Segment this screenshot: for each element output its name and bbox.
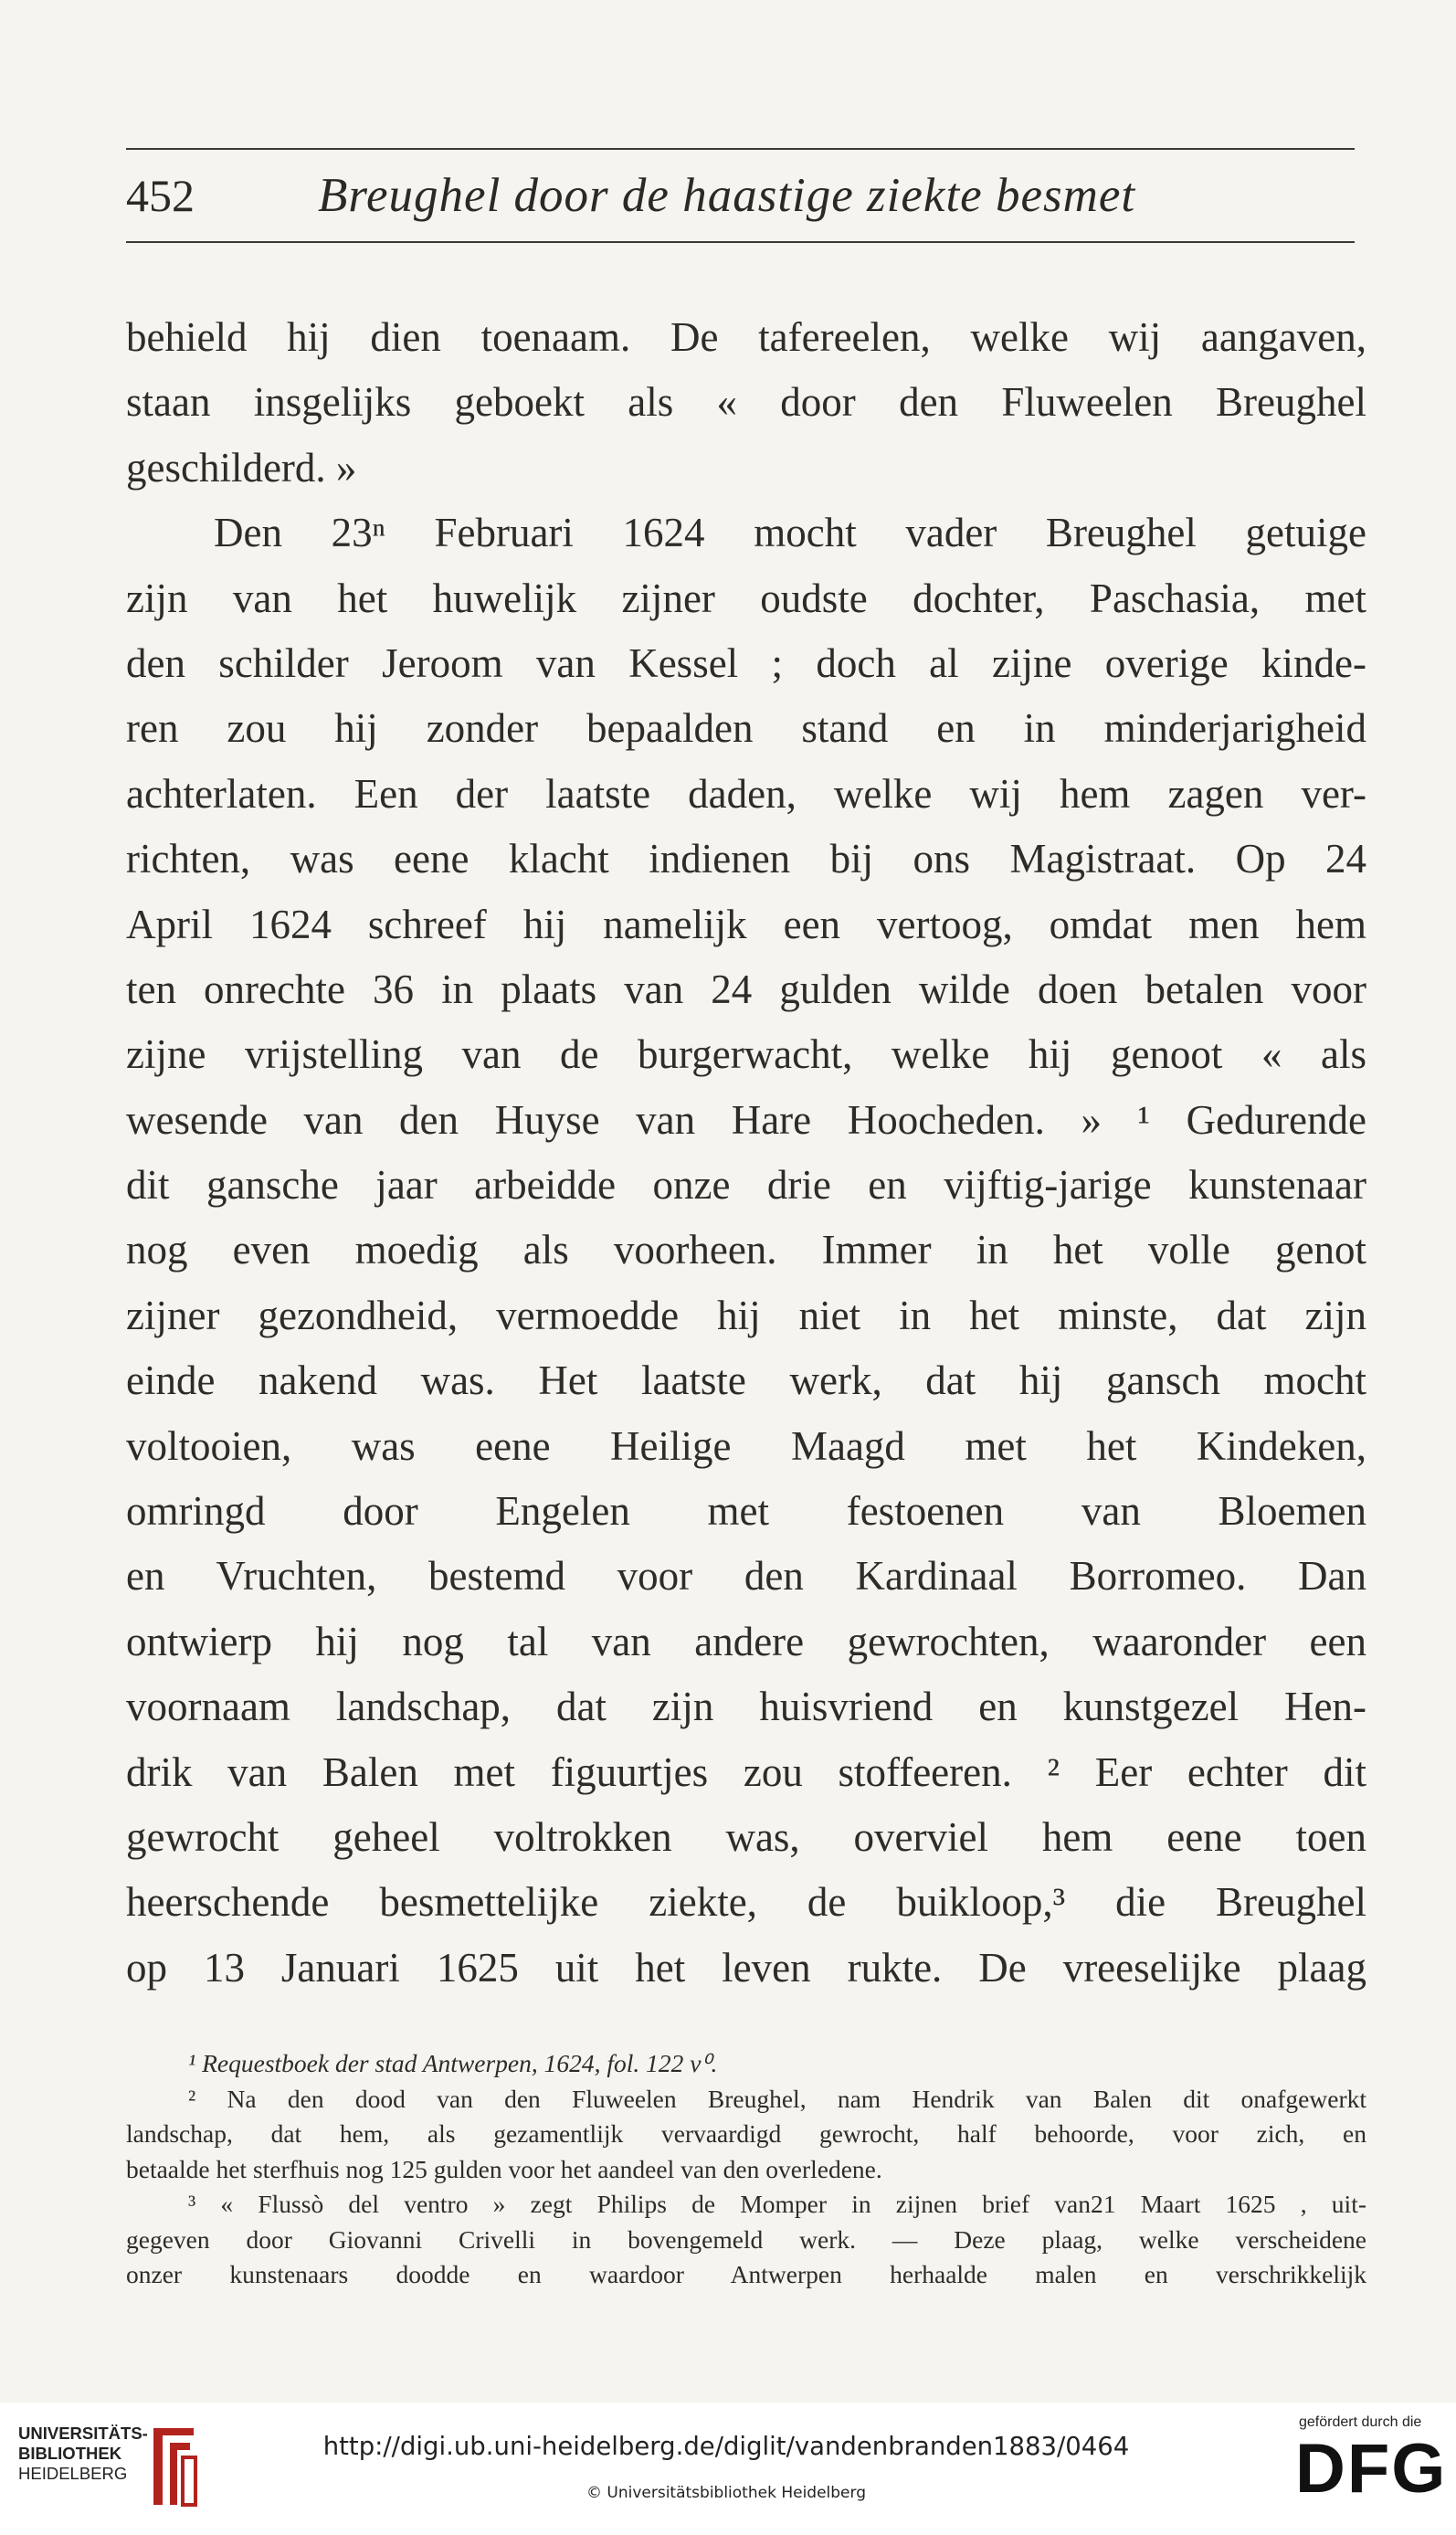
library-line: UNIVERSITÄTS- xyxy=(18,2424,148,2443)
running-title: Breughel door de haastige ziekte besmet xyxy=(318,169,1136,222)
page-number: 452 xyxy=(126,170,195,221)
footer-bar xyxy=(0,2403,1456,2535)
body-line: heerschende besmettelijke ziekte, de buikloop,³ die Breughel xyxy=(126,1879,1366,1926)
body-line: voltooien, was eene Heilige Maagd met het Kindeken, xyxy=(126,1422,1366,1469)
body-line: dit gansche jaar arbeidde onze drie en vijftig-jarige kunstenaar xyxy=(126,1162,1366,1209)
body-line: zijne vrijstelling van de burgerwacht, welke hij genoot « als xyxy=(126,1031,1366,1078)
body-line: ren zou hij zonder bepaalden stand en in minderjarigheid xyxy=(126,705,1366,752)
body-line: voornaam landschap, dat zijn huisvriend en kunstgezel Hen- xyxy=(126,1684,1366,1730)
footnote-line: ² Na den dood van den Fluweelen Breughel, nam Hendrik van Balen dit onafgewerkt xyxy=(188,2084,1366,2113)
body-line: zijner gezondheid, vermoedde hij niet in het minste, dat zijn xyxy=(126,1292,1366,1338)
header-rule-bottom xyxy=(126,241,1355,243)
permalink-url[interactable]: http://digi.ub.uni-heidelberg.de/diglit/vandenbranden1883/0464 xyxy=(322,2432,1130,2461)
footnote-line: betaalde het sterfhuis nog 125 gulden voor het aandeel van den overledene. xyxy=(126,2154,882,2183)
footnotes xyxy=(126,2046,1366,2293)
footnote-line: ¹ Requestboek der stad Antwerpen, 1624, fol. 122 v⁰. xyxy=(188,2049,718,2077)
body-line: ten onrechte 36 in plaats van 24 gulden wilde doen betalen voor xyxy=(126,966,1366,1012)
body-text xyxy=(126,305,1366,2001)
body-line: den schilder Jeroom van Kessel ; doch al zijne overige kinde- xyxy=(126,639,1366,686)
library-line: HEIDELBERG xyxy=(18,2464,128,2483)
body-line: einde nakend was. Het laatste werk, dat hij gansch mocht xyxy=(126,1357,1366,1404)
library-line: BIBLIOTHEK xyxy=(18,2444,122,2463)
running-header xyxy=(126,163,1355,228)
body-line: April 1624 schreef hij namelijk een vertoog, omdat men hem xyxy=(126,901,1366,947)
body-line: ontwierp hij nog tal van andere gewrochten, waaronder een xyxy=(126,1618,1366,1664)
body-line: achterlaten. Een der laatste daden, welke wij hem zagen ver- xyxy=(126,770,1366,817)
footnote-line: landschap, dat hem, als gezamentlijk vervaardigd gewrocht, half behoorde, voor zich, en xyxy=(126,2119,1366,2148)
library-emblem-icon xyxy=(144,2421,203,2512)
body-line: wesende van den Huyse van Hare Hoocheden. » ¹ Gedurende xyxy=(126,1096,1366,1143)
header-rule-top xyxy=(126,148,1355,150)
body-line: geschilderd. » xyxy=(126,444,357,491)
body-line: staan insgelijks geboekt als « door den Fluweelen Breughel xyxy=(126,379,1366,426)
footnote-line: onzer kunstenaars doodde en waardoor Antwerpen herhaalde malen en verschrikkelijk xyxy=(126,2260,1366,2288)
body-line: nog even moedig als voorheen. Immer in het volle genot xyxy=(126,1227,1366,1273)
body-line: drik van Balen met figuurtjes zou stoffeeren. ² Eer echter dit xyxy=(126,1748,1366,1795)
footnote-line: ³ « Flussò del ventro » zegt Philips de Momper in zijnen brief van21 Maart 1625 , uit- xyxy=(188,2190,1366,2218)
dfg-logo: DFG xyxy=(1295,2430,1448,2508)
body-line: zijn van het huwelijk zijner oudste dochter, Paschasia, met xyxy=(126,575,1366,621)
sponsor-label: gefördert durch die xyxy=(1299,2414,1422,2430)
body-line: omringd door Engelen met festoenen van Bloemen xyxy=(126,1488,1366,1535)
university-library-logo xyxy=(18,2424,148,2484)
body-line: gewrocht geheel voltrokken was, overviel hem eene toen xyxy=(126,1813,1366,1860)
copyright-notice: © Universitätsbibliothek Heidelberg xyxy=(586,2484,866,2502)
body-line: en Vruchten, bestemd voor den Kardinaal Borromeo. Dan xyxy=(126,1553,1366,1600)
footnote-line: gegeven door Giovanni Crivelli in bovengemeld werk. — Deze plaag, welke verscheidene xyxy=(126,2224,1366,2254)
body-line: Den 23ⁿ Februari 1624 mocht vader Breughel getuige xyxy=(214,510,1366,556)
body-line: op 13 Januari 1625 uit het leven rukte. De vreeselijke plaag xyxy=(126,1944,1366,1991)
body-line: behield hij dien toenaam. De tafereelen, welke wij aangaven, xyxy=(126,314,1366,360)
body-line: richten, was eene klacht indienen bij ons Magistraat. Op 24 xyxy=(126,836,1366,882)
